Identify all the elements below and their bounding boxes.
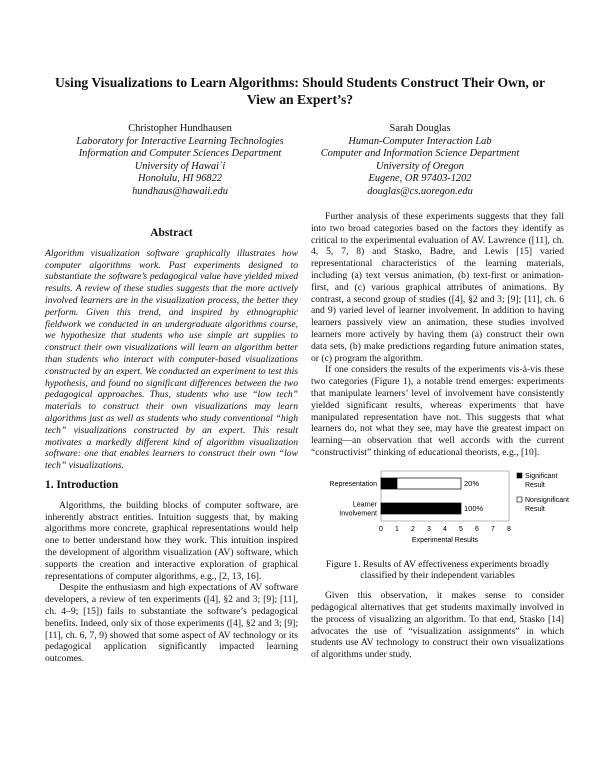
x-tick-label: 5: [459, 525, 463, 533]
author-block-1: [55, 123, 305, 199]
legend-label: Nonsignificant: [525, 496, 569, 504]
x-tick-label: 1: [395, 525, 399, 533]
intro-paragraph-1: Algorithms, the building blocks of computer software, are inherently abstract entities. Intuition suggests that, by making algorithms more concrete, graphical representations would help one to better understand how they work. This intuition inspired the development of algorithm visualization (AV) software, which supports the creation and interactive exploration of graphical representations of computer algorithms, e.g., [2, 13, 16].: [45, 499, 298, 582]
author-block-2: [295, 123, 545, 199]
category-label: Learner: [352, 501, 377, 509]
author-affiliation: Information and Computer Sciences Department: [78, 148, 282, 160]
data-label: 100%: [464, 503, 484, 513]
paper-title: Using Visualizations to Learn Algorithms: Should Students Construct Their Own, or View an Expert’s?: [54, 75, 546, 107]
bar-segment: [397, 478, 461, 489]
category-label: Involvement: [339, 510, 377, 518]
author-name: Sarah Douglas: [389, 123, 451, 134]
left-column: [45, 228, 298, 665]
intro-paragraph-2: Despite the enthusiasm and high expectations of AV software developers, a review of ten experiments ([4], §2 and 3; [9]; [11], ch. 4–9; [15]) fails to substantiate the software’s pedagogical benefits. Indeed, only six of those experiments ([4], §2 and 3; [9]; [11], ch. 6, 7, 9) showed that some aspect of AV technology or its pedagogical application significantly impacted learning outcomes.: [45, 582, 298, 665]
author-name: Christopher Hundhausen: [128, 123, 232, 134]
x-tick-label: 3: [427, 525, 431, 533]
author-affiliation: Human-Computer Interaction Lab: [348, 135, 492, 147]
author-address: Eugene, OR 97403-1202: [368, 173, 472, 185]
legend-swatch: [517, 497, 522, 502]
bar-segment: [381, 478, 397, 489]
author-affiliation: Laboratory for Interactive Learning Technologies: [76, 135, 284, 147]
bar-segment: [381, 503, 461, 514]
author-email: hundhaus@hawaii.edu: [132, 185, 228, 197]
abstract-text: Algorithm visualization software graphically illustrates how computer algorithms work. Past experiments designed to substantiate the software’s pedagogical value have yielded mixed results. A review of these studies suggests that the more actively involved learners are in the visualization process, the better they perform. Given this trend, and inspired by ethnographic fieldwork we conducted in an undergraduate algorithms course, we hypothesize that students who use simple art supplies to construct their own visualizations will learn an algorithm better than students who interact with computer-based visualizations constructed by an expert. We conducted an experiment to test this hypothesis, and found no significant differences between the two pedagogical approaches. Thus, students who use “low tech” materials to construct their own visualizations may learn algorithms just as well as students who study conventional “high tech” visualizations constructed by an expert. This result motivates a markedly different kind of algorithm visualization software: one that enables learners to construct their own “low tech” visualizations.: [45, 247, 298, 472]
author-email: douglas@cs.uoregon.edu: [367, 185, 473, 197]
x-tick-label: 4: [443, 525, 447, 533]
legend-label: Result: [525, 481, 545, 489]
x-tick-label: 6: [475, 525, 479, 533]
x-tick-label: 2: [411, 525, 415, 533]
figure-1: [311, 467, 569, 551]
results-bar-chart: [311, 467, 569, 547]
author-affiliation: University of Oregon: [376, 160, 464, 172]
abstract-heading: Abstract: [150, 227, 193, 239]
author-affiliation: Computer and Information Science Department: [320, 148, 520, 160]
x-tick-label: 8: [507, 525, 511, 533]
x-tick-label: 7: [491, 525, 495, 533]
body-paragraph-1: Further analysis of these experiments suggests that they fall into two broad categories based on the factors they identify as critical to the experimental evaluation of AV. Lawrence ([11], ch. 4, 5, 7, 8) and Stasko, Badre, and Lewis [15] varied representational characteristics of the learning materials, including (a) text versus animation, (b) text-first or animation-first, and (c) various graphical attributes of animations. By contrast, a second group of studies ([4], §2 and 3; [9]; [11], ch. 6 and 9) varied level of learner involvement. In addition to having learners passively view an animation, these studies involved learners more actively by having them (a) construct their own data sets, (b) make predictions regarding future animation states, or (c) program the algorithm.: [311, 211, 564, 364]
legend-label: Result: [525, 505, 545, 513]
body-paragraph-2: If one considers the results of the experiments vis-à-vis these two categories (Figure 1), a notable trend emerges: experiments that manipulate learners’ level of involvement have consistently yielded significant results, whereas experiments that have manipulated representation have not. This suggests that what learners do, not what they see, may have the greatest impact on learning—an observation that well accords with the current “constructivist” thinking of educational theorists, e.g., [10].: [311, 364, 564, 458]
x-tick-label: 0: [379, 525, 383, 533]
body-paragraph-3: Given this observation, it makes sense to consider pedagogical alternatives that get students maximally involved in the process of visualizing an algorithm. To that end, Stasko [14] advocates the use of “visualization assignments” in which students use AV technology to construct their own visualizations of algorithms under study.: [311, 590, 564, 661]
category-label: Representation: [329, 480, 377, 488]
legend-swatch: [517, 473, 522, 478]
author-address: Honolulu, HI 96822: [138, 173, 222, 185]
right-column: [311, 211, 569, 661]
author-affiliation: University of Hawai`i: [134, 160, 226, 172]
x-axis-label: Experimental Results: [411, 536, 479, 544]
data-label: 20%: [464, 478, 480, 488]
section-heading-introduction: 1. Introduction: [45, 478, 119, 491]
figure-caption: Figure 1. Results of AV effectiveness experiments broadly classified by their independent variables: [325, 558, 550, 582]
legend-label: Significant: [525, 472, 558, 480]
